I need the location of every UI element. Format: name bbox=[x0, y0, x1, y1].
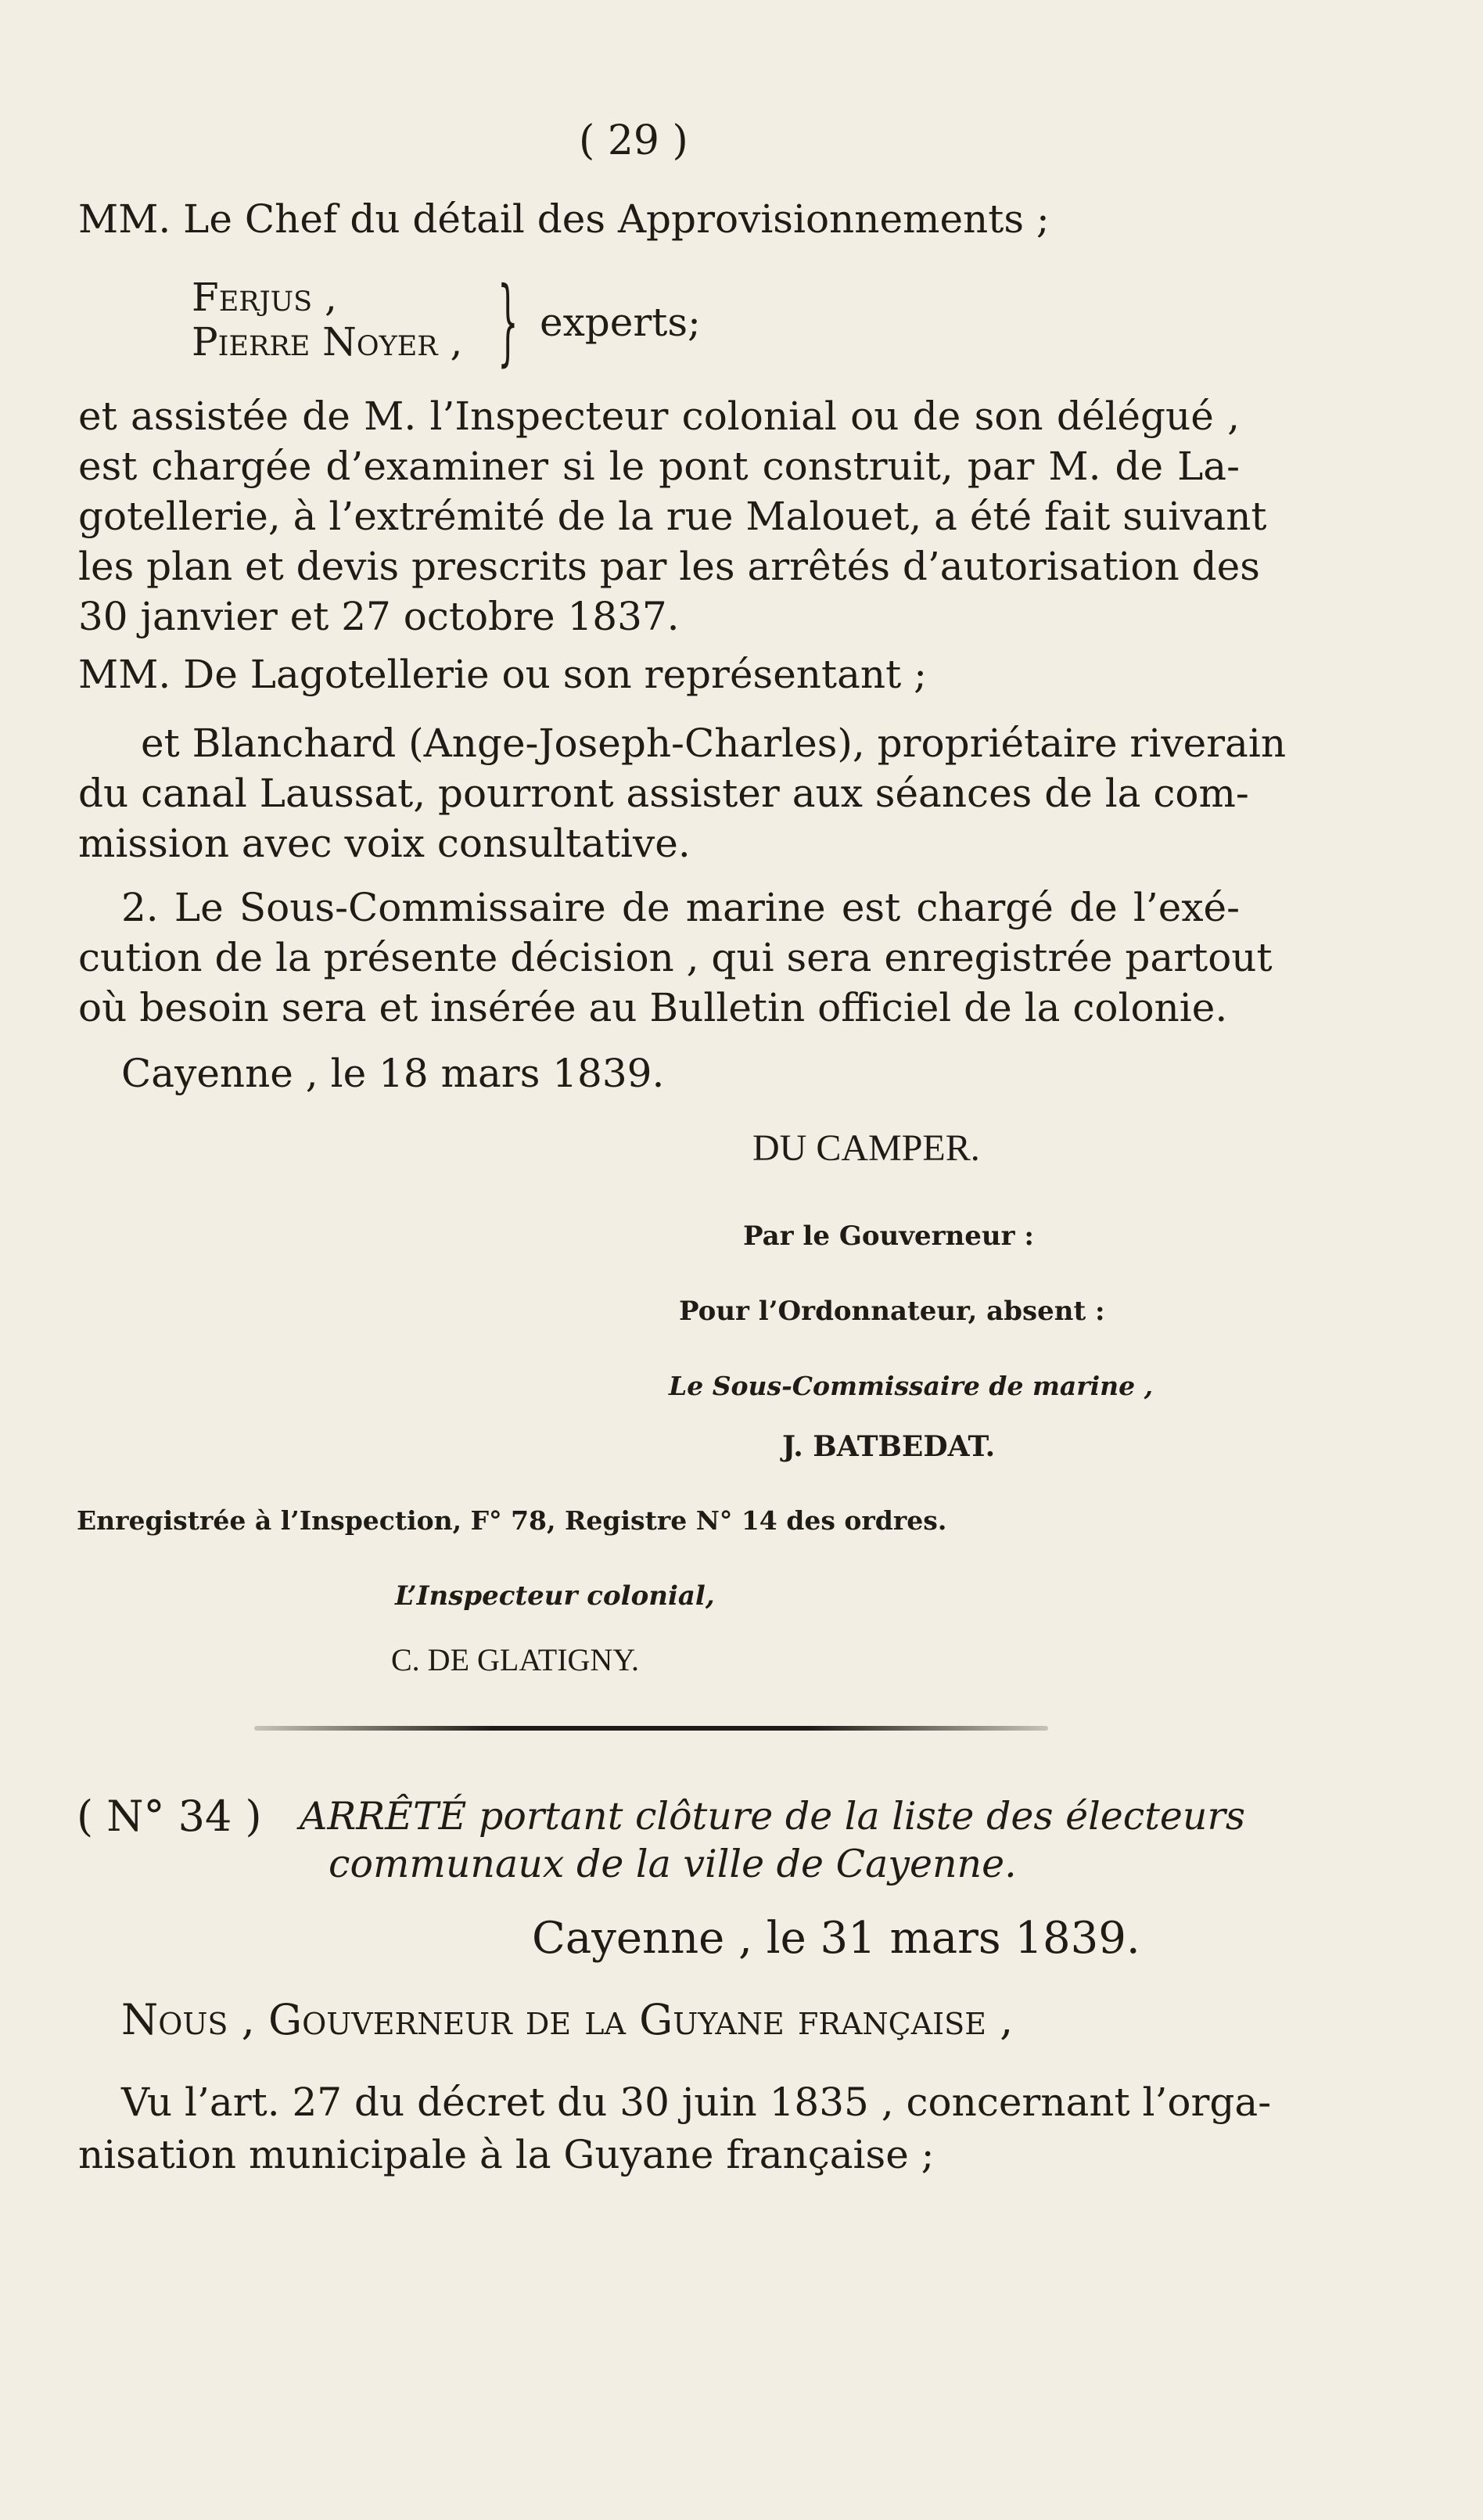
arrete-title-line2: communaux de la ville de Cayenne. bbox=[329, 1842, 1017, 1886]
text-line: nisation municipale à la Guyane française ; bbox=[78, 2132, 935, 2177]
nous-gouverneur: Nous , Gouverneur de la Guyane française , bbox=[121, 1995, 1014, 2044]
page-number: ( 29 ) bbox=[579, 117, 688, 164]
text-line: et assistée de M. l’Inspecteur colonial ou de son délégué , bbox=[78, 394, 1240, 439]
arrete-title-line1: ARRÊTÉ portant clôture de la liste des électeurs bbox=[300, 1794, 1246, 1839]
registration-note: Enregistrée à l’Inspection, F° 78, Registre N° 14 des ordres. bbox=[77, 1505, 947, 1536]
pour-ordonnateur: Pour l’Ordonnateur, absent : bbox=[679, 1296, 1105, 1327]
signer-batbedat: J. BATBEDAT. bbox=[782, 1430, 996, 1463]
text-line: Vu l’art. 27 du décret du 30 juin 1835 , concernant l’orga- bbox=[121, 2080, 1272, 2125]
text-line: et Blanchard (Ange-Joseph-Charles), propriétaire riverain bbox=[141, 721, 1287, 766]
text-line: gotellerie, à l’extrémité de la rue Malouet, a été fait suivant bbox=[78, 494, 1267, 539]
text-line: les plan et devis prescrits par les arrêtés d’autorisation des bbox=[78, 544, 1260, 589]
signature-du-camper: DU CAMPER. bbox=[752, 1127, 980, 1169]
sous-commissaire-title: Le Sous-Commissaire de marine , bbox=[669, 1371, 1154, 1401]
text-line: du canal Laussat, pourront assister aux séances de la com- bbox=[78, 771, 1249, 816]
text-line: mission avec voix consultative. bbox=[78, 821, 691, 866]
inspector-title: L’Inspecteur colonial, bbox=[395, 1580, 715, 1612]
date-cayenne-31-mars: Cayenne , le 31 mars 1839. bbox=[532, 1913, 1140, 1964]
text-line: 30 janvier et 27 octobre 1837. bbox=[78, 594, 680, 639]
brace-glyph: } bbox=[497, 268, 519, 376]
arrete-number: ( N° 34 ) bbox=[77, 1792, 262, 1841]
section-divider bbox=[254, 1726, 1048, 1731]
expert-name-ferjus: Ferjus , bbox=[192, 275, 337, 320]
text-line: est chargée d’examiner si le pont construit, par M. de La- bbox=[78, 444, 1240, 489]
experts-label: experts; bbox=[540, 300, 701, 345]
inspector-name: C. DE GLATIGNY. bbox=[391, 1642, 640, 1677]
paragraph-chef: MM. Le Chef du détail des Approvisionnements ; bbox=[78, 196, 1050, 242]
paragraph-lagotellerie: MM. De Lagotellerie ou son représentant ; bbox=[78, 652, 927, 697]
text-line: 2. Le Sous-Commissaire de marine est chargé de l’exé- bbox=[121, 885, 1240, 930]
text-line: où besoin sera et insérée au Bulletin officiel de la colonie. bbox=[78, 985, 1228, 1030]
date-cayenne-18-mars: Cayenne , le 18 mars 1839. bbox=[121, 1051, 665, 1096]
expert-name-noyer: Pierre Noyer , bbox=[192, 319, 463, 365]
par-le-gouverneur: Par le Gouverneur : bbox=[743, 1220, 1034, 1252]
text-line: cution de la présente décision , qui sera enregistrée partout bbox=[78, 935, 1273, 980]
